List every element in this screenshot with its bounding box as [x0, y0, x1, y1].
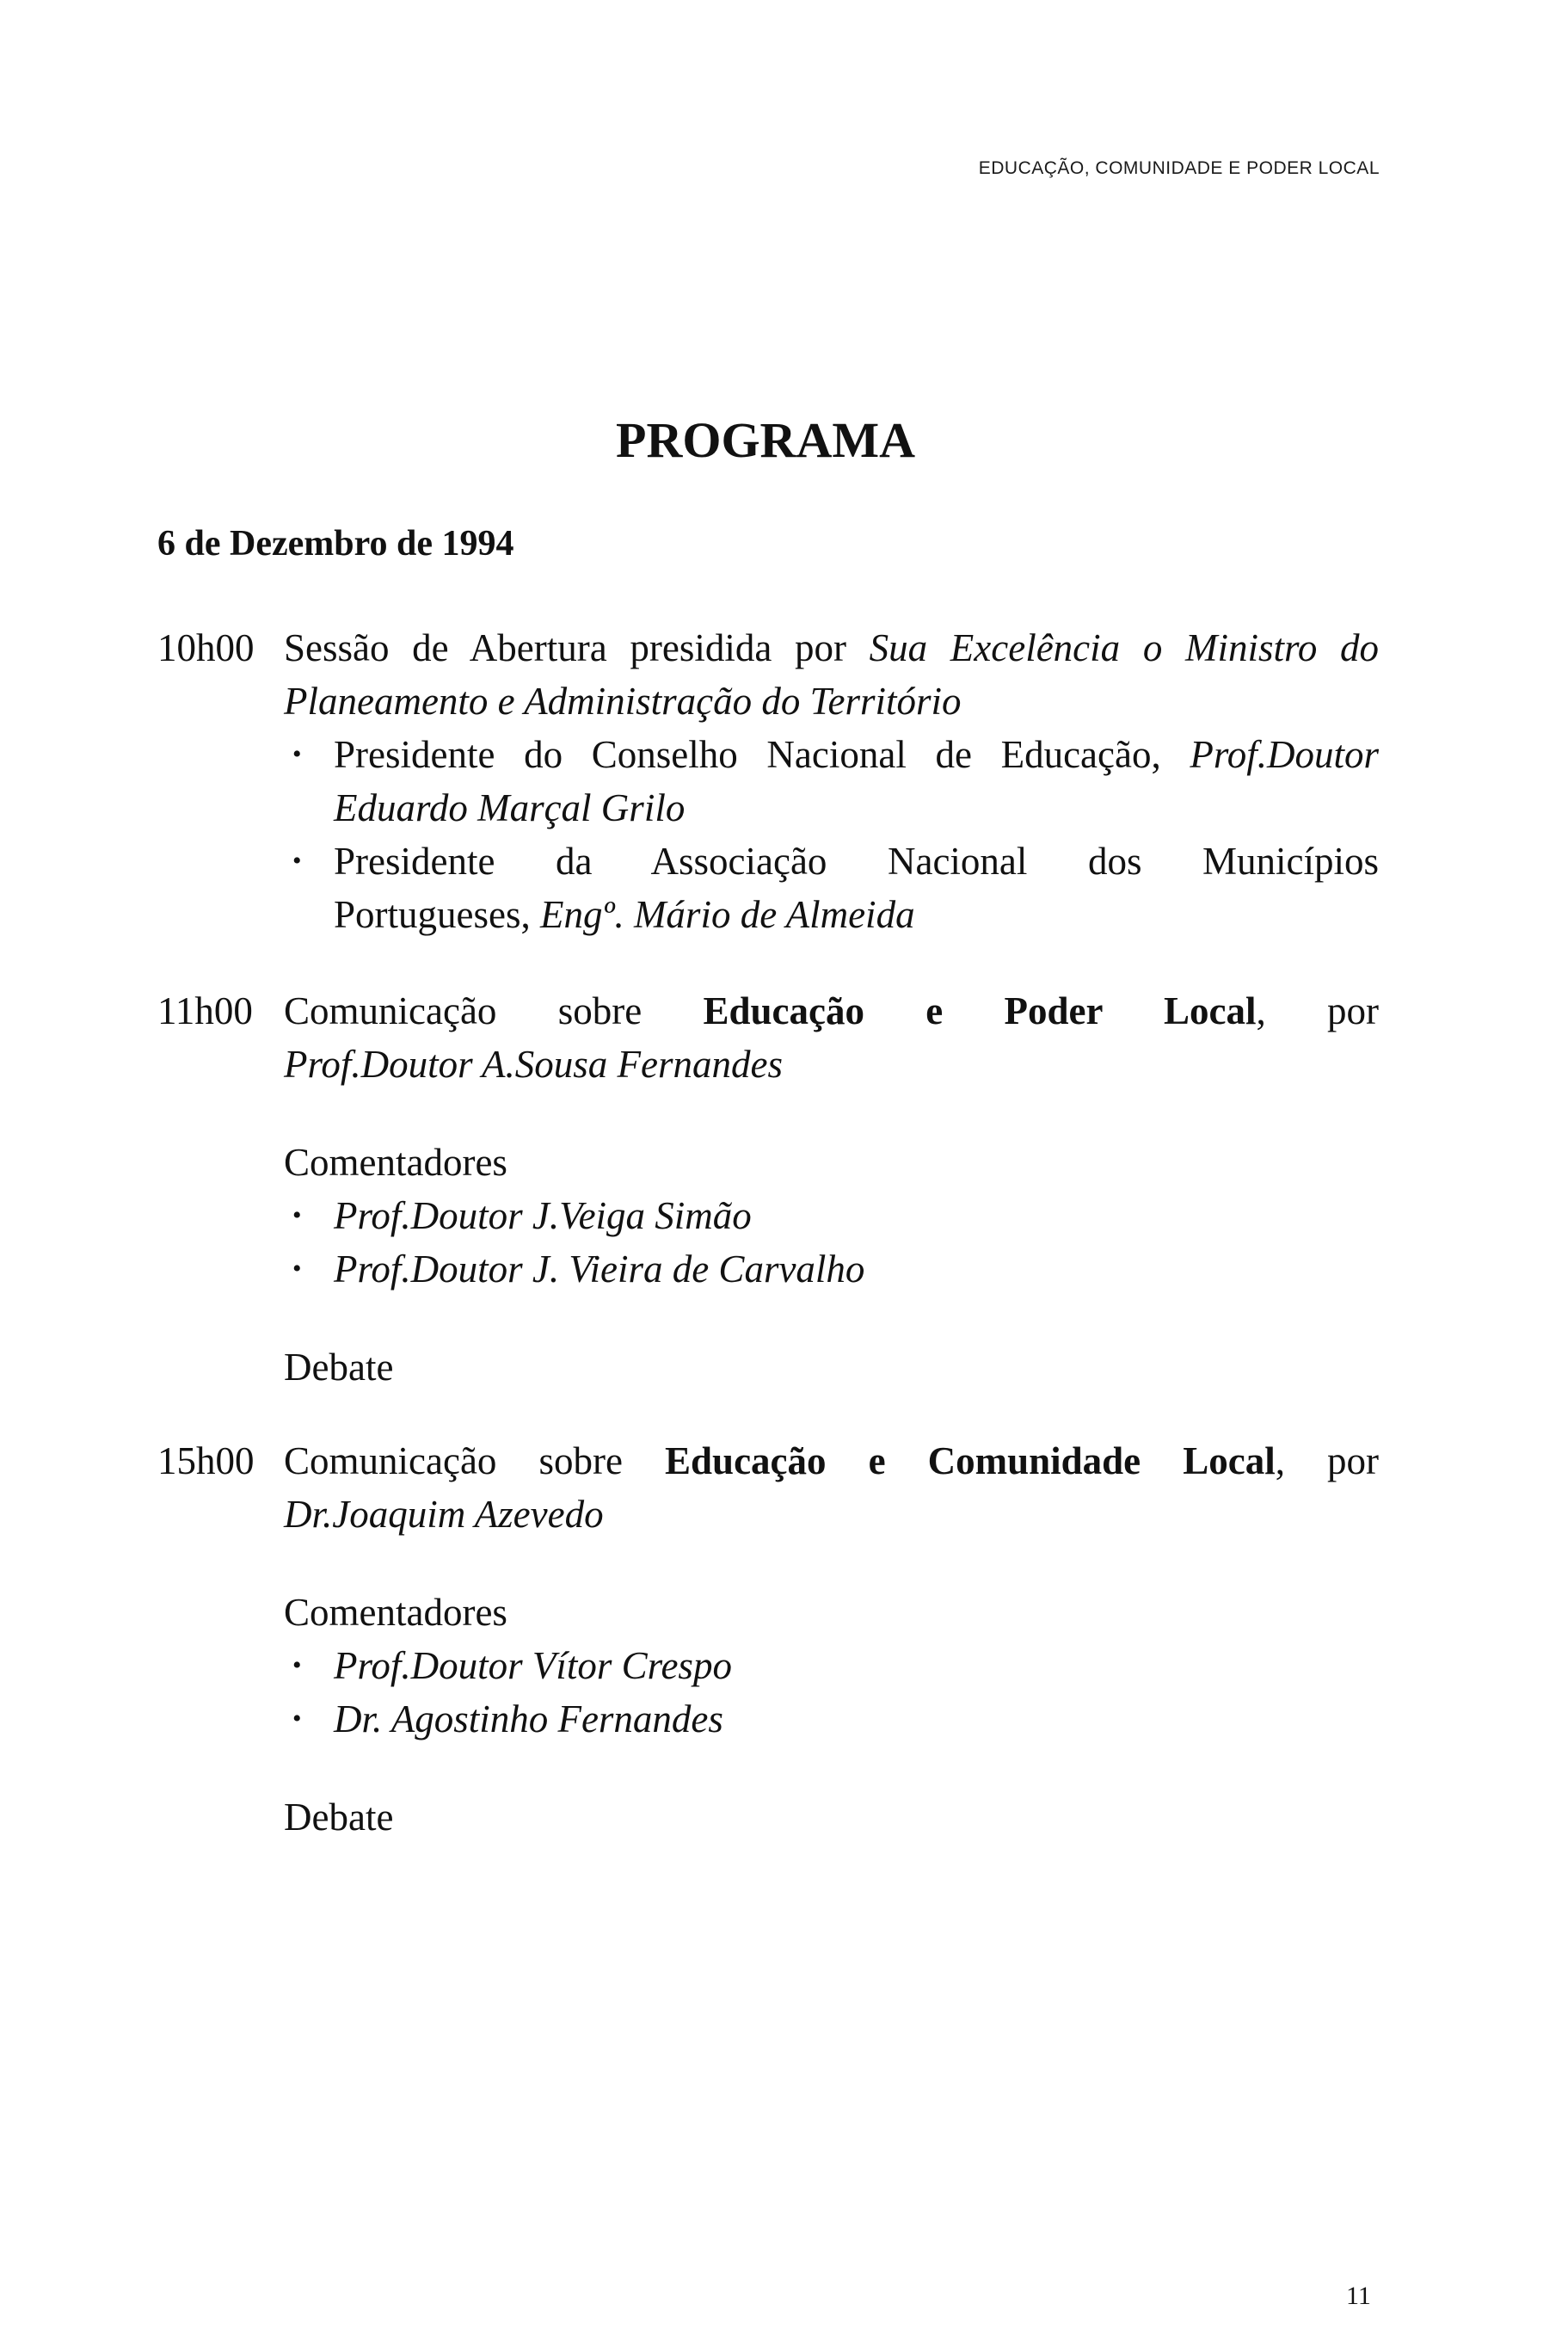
commentators-label: Comentadores: [284, 1141, 507, 1184]
session-time: 10h00: [157, 626, 255, 669]
commentator-list: [284, 1639, 1379, 1746]
session-communication-2: [157, 1434, 1379, 1844]
session-title-text: Comunicação sobre: [284, 1439, 665, 1482]
speaker-line: • Presidente da Associação Nacional dos Municípios: [334, 840, 1379, 883]
speaker-list: [284, 728, 1379, 941]
session-body: [284, 984, 1379, 1394]
page-title: PROGRAMA: [616, 412, 915, 468]
running-header: EDUCAÇÃO, COMUNIDADE E PODER LOCAL: [978, 158, 1380, 178]
commentator-item: [284, 1639, 1379, 1692]
commentator-item: [284, 1242, 1379, 1296]
speaker-italic: Prof.Doutor: [1190, 733, 1379, 776]
session-title-line: [284, 1434, 1379, 1488]
debate-label: Debate: [284, 1796, 394, 1839]
session-speaker: [284, 1488, 1379, 1541]
session-title-text: Comunicação sobre: [284, 989, 704, 1032]
session-title-line: [284, 621, 1379, 675]
session-speaker: [284, 1038, 1379, 1091]
session-title-line: [284, 675, 1379, 728]
session-body: [284, 1434, 1379, 1844]
commentator-name: Prof.Doutor J. Vieira de Carvalho: [334, 1248, 865, 1291]
commentator-name: Dr. Agostinho Fernandes: [334, 1697, 723, 1740]
page-number: 11: [1346, 2282, 1371, 2310]
session-title-text: , por: [1256, 989, 1379, 1032]
commentators-label: Comentadores: [284, 1591, 507, 1634]
session-speaker-name: Prof.Doutor A.Sousa Fernandes: [284, 1043, 783, 1086]
speaker-line: [334, 728, 1379, 781]
session-topic: Educação e Comunidade Local: [665, 1439, 1276, 1482]
session-title-line: [284, 984, 1379, 1038]
session-opening: [157, 621, 1379, 941]
session-title-text: Sessão de Abertura presidida por: [284, 626, 870, 669]
commentator-item: [284, 1189, 1379, 1242]
date-heading: 6 de Dezembro de 1994: [157, 524, 514, 564]
session-title-italic: Planeamento e Administração do Território: [284, 680, 962, 723]
debate-label: Debate: [284, 1346, 394, 1389]
speaker-item: [284, 835, 1379, 941]
commentator-name: Prof.Doutor J.Veiga Simão: [334, 1194, 752, 1237]
speaker-line: [334, 781, 1379, 835]
session-time: 15h00: [157, 1439, 255, 1482]
speaker-italic: Eduardo Marçal Grilo: [334, 786, 686, 829]
speaker-text: Portugueses,: [334, 893, 540, 936]
session-body: [284, 621, 1379, 941]
session-topic: Educação e Poder Local: [703, 989, 1257, 1032]
speaker-line: [334, 888, 1379, 941]
session-speaker-name: Dr.Joaquim Azevedo: [284, 1493, 604, 1536]
session-title-italic: Sua Excelência o Ministro do: [869, 626, 1379, 669]
commentator-name: Prof.Doutor Vítor Crespo: [334, 1644, 732, 1687]
commentator-list: [284, 1189, 1379, 1296]
session-title-text: , por: [1275, 1439, 1379, 1482]
commentator-item: [284, 1692, 1379, 1746]
session-communication-1: [157, 984, 1379, 1394]
speaker-text: Presidente do Conselho Nacional de Educação,: [334, 733, 1190, 776]
speaker-item: [284, 728, 1379, 835]
speaker-italic: Engº. Mário de Almeida: [540, 893, 915, 936]
session-time: 11h00: [157, 989, 253, 1032]
